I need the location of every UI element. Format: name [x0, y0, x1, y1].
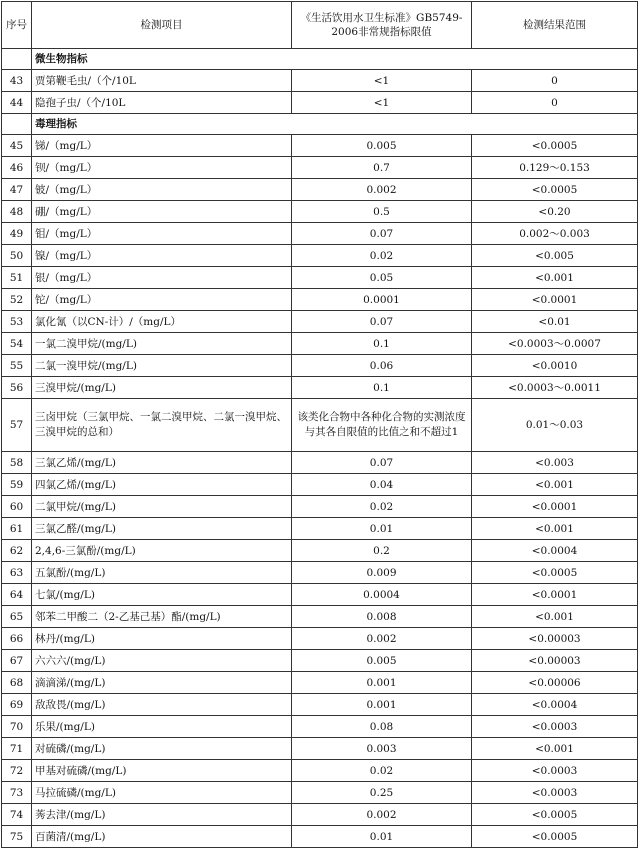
row-limit: 0.04	[292, 474, 472, 496]
row-item: 邻苯二甲酸二（2-乙基己基）酯/(mg/L)	[32, 606, 292, 628]
row-limit: 0.005	[292, 135, 472, 157]
row-limit: 0.02	[292, 496, 472, 518]
section-row	[2, 114, 638, 135]
row-limit: 0.0001	[292, 289, 472, 311]
row-limit: 0.005	[292, 650, 472, 672]
row-number: 45	[2, 135, 32, 157]
table-row	[2, 804, 638, 826]
row-number: 63	[2, 562, 32, 584]
section-num-cell	[2, 114, 32, 135]
table-row	[2, 628, 638, 650]
header-num: 序号	[2, 2, 32, 49]
row-limit: 0.07	[292, 311, 472, 333]
row-result: <0.001	[472, 474, 638, 496]
row-result: <0.001	[472, 518, 638, 540]
row-item: 三氯乙烯/(mg/L)	[32, 452, 292, 474]
row-item: 二氯一溴甲烷/(mg/L)	[32, 355, 292, 377]
table-row	[2, 782, 638, 804]
row-result: 0	[472, 70, 638, 92]
row-result: <0.0001	[472, 584, 638, 606]
row-limit: <1	[292, 92, 472, 114]
row-result: <0.0003～0.0007	[472, 333, 638, 355]
row-limit: 0.009	[292, 562, 472, 584]
row-limit: 0.002	[292, 628, 472, 650]
row-item: 贾第鞭毛虫/（个/10L	[32, 70, 292, 92]
table-row	[2, 70, 638, 92]
row-item: 四氯乙烯/(mg/L)	[32, 474, 292, 496]
row-limit: 0.002	[292, 179, 472, 201]
row-limit: 0.02	[292, 760, 472, 782]
row-number: 59	[2, 474, 32, 496]
row-result: <0.001	[472, 738, 638, 760]
row-result: <0.0010	[472, 355, 638, 377]
row-limit: 0.008	[292, 606, 472, 628]
header-standard: 《生活饮用水卫生标准》GB5749-2006非常规指标限值	[292, 2, 472, 49]
row-result: 0.002～0.003	[472, 223, 638, 245]
row-item: 银/（mg/L）	[32, 267, 292, 289]
row-limit: 0.01	[292, 826, 472, 848]
row-number: 50	[2, 245, 32, 267]
row-number: 68	[2, 672, 32, 694]
row-limit: 0.1	[292, 377, 472, 399]
row-limit: 0.05	[292, 267, 472, 289]
row-number: 75	[2, 826, 32, 848]
header-result: 检测结果范围	[472, 2, 638, 49]
table-row	[2, 716, 638, 738]
row-item: 一氯二溴甲烷/(mg/L)	[32, 333, 292, 355]
row-item: 氯化氰（以CN-计）/（mg/L）	[32, 311, 292, 333]
row-result: <0.0004	[472, 694, 638, 716]
row-item: 2,4,6-三氯酚/(mg/L)	[32, 540, 292, 562]
section-row	[2, 49, 638, 70]
row-result: 0	[472, 92, 638, 114]
section-title: 微生物指标	[32, 49, 638, 70]
table-row	[2, 672, 638, 694]
row-limit: <1	[292, 70, 472, 92]
row-number: 62	[2, 540, 32, 562]
section-title: 毒理指标	[32, 114, 638, 135]
row-limit: 0.2	[292, 540, 472, 562]
table-row	[2, 135, 638, 157]
table-row	[2, 474, 638, 496]
row-result: 0.129～0.153	[472, 157, 638, 179]
row-item: 铊/（mg/L）	[32, 289, 292, 311]
table-row	[2, 496, 638, 518]
table-row	[2, 650, 638, 672]
table-row	[2, 518, 638, 540]
table-row	[2, 355, 638, 377]
row-item: 莠去津/(mg/L)	[32, 804, 292, 826]
row-result: <0.0005	[472, 826, 638, 848]
table-row	[2, 826, 638, 848]
row-item: 三氯乙醛/(mg/L)	[32, 518, 292, 540]
row-item: 滴滴涕/(mg/L)	[32, 672, 292, 694]
row-result: <0.0005	[472, 179, 638, 201]
row-result: <0.0003	[472, 716, 638, 738]
row-result: <0.20	[472, 201, 638, 223]
row-result: <0.00003	[472, 650, 638, 672]
table-row	[2, 311, 638, 333]
table-row	[2, 584, 638, 606]
table-row	[2, 333, 638, 355]
row-item: 镍/（mg/L）	[32, 245, 292, 267]
row-result: <0.005	[472, 245, 638, 267]
row-number: 56	[2, 377, 32, 399]
row-number: 53	[2, 311, 32, 333]
row-item: 五氯酚/(mg/L)	[32, 562, 292, 584]
row-limit: 该类化合物中各种化合物的实测浓度与其各自限值的比值之和不超过1	[292, 399, 472, 452]
row-result: <0.0005	[472, 135, 638, 157]
row-limit: 0.0004	[292, 584, 472, 606]
row-number: 64	[2, 584, 32, 606]
row-number: 51	[2, 267, 32, 289]
water-quality-table	[1, 1, 638, 848]
row-item: 敌敌畏/(mg/L)	[32, 694, 292, 716]
row-item: 马拉硫磷/(mg/L)	[32, 782, 292, 804]
row-number: 58	[2, 452, 32, 474]
row-limit: 0.001	[292, 694, 472, 716]
row-item: 钡/（mg/L）	[32, 157, 292, 179]
row-limit: 0.25	[292, 782, 472, 804]
row-result: <0.0001	[472, 496, 638, 518]
row-result: <0.003	[472, 452, 638, 474]
row-item: 七氯/(mg/L)	[32, 584, 292, 606]
row-item: 钼/（mg/L）	[32, 223, 292, 245]
row-number: 67	[2, 650, 32, 672]
table-body	[2, 49, 638, 848]
row-number: 47	[2, 179, 32, 201]
table-row	[2, 223, 638, 245]
row-item: 二氯甲烷/(mg/L)	[32, 496, 292, 518]
row-number: 52	[2, 289, 32, 311]
row-number: 73	[2, 782, 32, 804]
table-row	[2, 92, 638, 114]
row-limit: 0.08	[292, 716, 472, 738]
table-row	[2, 694, 638, 716]
row-limit: 0.001	[292, 672, 472, 694]
row-item: 铍/（mg/L）	[32, 179, 292, 201]
row-item: 百菌清/(mg/L)	[32, 826, 292, 848]
row-item: 对硫磷/(mg/L)	[32, 738, 292, 760]
row-result: <0.0004	[472, 540, 638, 562]
row-number: 44	[2, 92, 32, 114]
table-row	[2, 606, 638, 628]
row-number: 65	[2, 606, 32, 628]
row-item: 锑/（mg/L）	[32, 135, 292, 157]
row-result: <0.00006	[472, 672, 638, 694]
row-result: <0.00003	[472, 628, 638, 650]
table-row	[2, 157, 638, 179]
row-limit: 0.003	[292, 738, 472, 760]
row-item: 三卤甲烷（三氯甲烷、一氯二溴甲烷、二氯一溴甲烷、三溴甲烷的总和）	[32, 399, 292, 452]
row-item: 六六六/(mg/L)	[32, 650, 292, 672]
row-result: <0.001	[472, 267, 638, 289]
row-limit: 0.06	[292, 355, 472, 377]
row-number: 70	[2, 716, 32, 738]
row-number: 71	[2, 738, 32, 760]
row-result: 0.01～0.03	[472, 399, 638, 452]
row-result: <0.0003～0.0011	[472, 377, 638, 399]
row-item: 乐果/(mg/L)	[32, 716, 292, 738]
table-header-row	[2, 2, 638, 49]
row-number: 57	[2, 399, 32, 452]
table-row	[2, 760, 638, 782]
table-row	[2, 399, 638, 452]
row-number: 66	[2, 628, 32, 650]
row-item: 林丹/(mg/L)	[32, 628, 292, 650]
row-item: 甲基对硫磷/(mg/L)	[32, 760, 292, 782]
table-row	[2, 201, 638, 223]
row-result: <0.0005	[472, 804, 638, 826]
row-number: 69	[2, 694, 32, 716]
row-number: 46	[2, 157, 32, 179]
row-number: 55	[2, 355, 32, 377]
table-row	[2, 267, 638, 289]
row-limit: 0.002	[292, 804, 472, 826]
table-row	[2, 289, 638, 311]
row-result: <0.0003	[472, 782, 638, 804]
row-item: 隐孢子虫/（个/10L	[32, 92, 292, 114]
row-limit: 0.7	[292, 157, 472, 179]
row-result: <0.0001	[472, 289, 638, 311]
row-limit: 0.5	[292, 201, 472, 223]
row-number: 72	[2, 760, 32, 782]
row-limit: 0.07	[292, 223, 472, 245]
row-item: 硼/（mg/L）	[32, 201, 292, 223]
row-number: 54	[2, 333, 32, 355]
table-row	[2, 179, 638, 201]
table-row	[2, 377, 638, 399]
table-row	[2, 245, 638, 267]
section-num-cell	[2, 49, 32, 70]
row-item: 三溴甲烷/(mg/L)	[32, 377, 292, 399]
row-number: 43	[2, 70, 32, 92]
row-limit: 0.07	[292, 452, 472, 474]
row-number: 49	[2, 223, 32, 245]
row-result: <0.0003	[472, 760, 638, 782]
row-number: 48	[2, 201, 32, 223]
row-limit: 0.1	[292, 333, 472, 355]
row-number: 60	[2, 496, 32, 518]
row-result: <0.0005	[472, 562, 638, 584]
row-result: <0.01	[472, 311, 638, 333]
table-row	[2, 562, 638, 584]
table-row	[2, 738, 638, 760]
row-result: <0.001	[472, 606, 638, 628]
row-limit: 0.02	[292, 245, 472, 267]
header-item: 检测项目	[32, 2, 292, 49]
row-number: 61	[2, 518, 32, 540]
table-row	[2, 540, 638, 562]
table-row	[2, 452, 638, 474]
row-limit: 0.01	[292, 518, 472, 540]
row-number: 74	[2, 804, 32, 826]
